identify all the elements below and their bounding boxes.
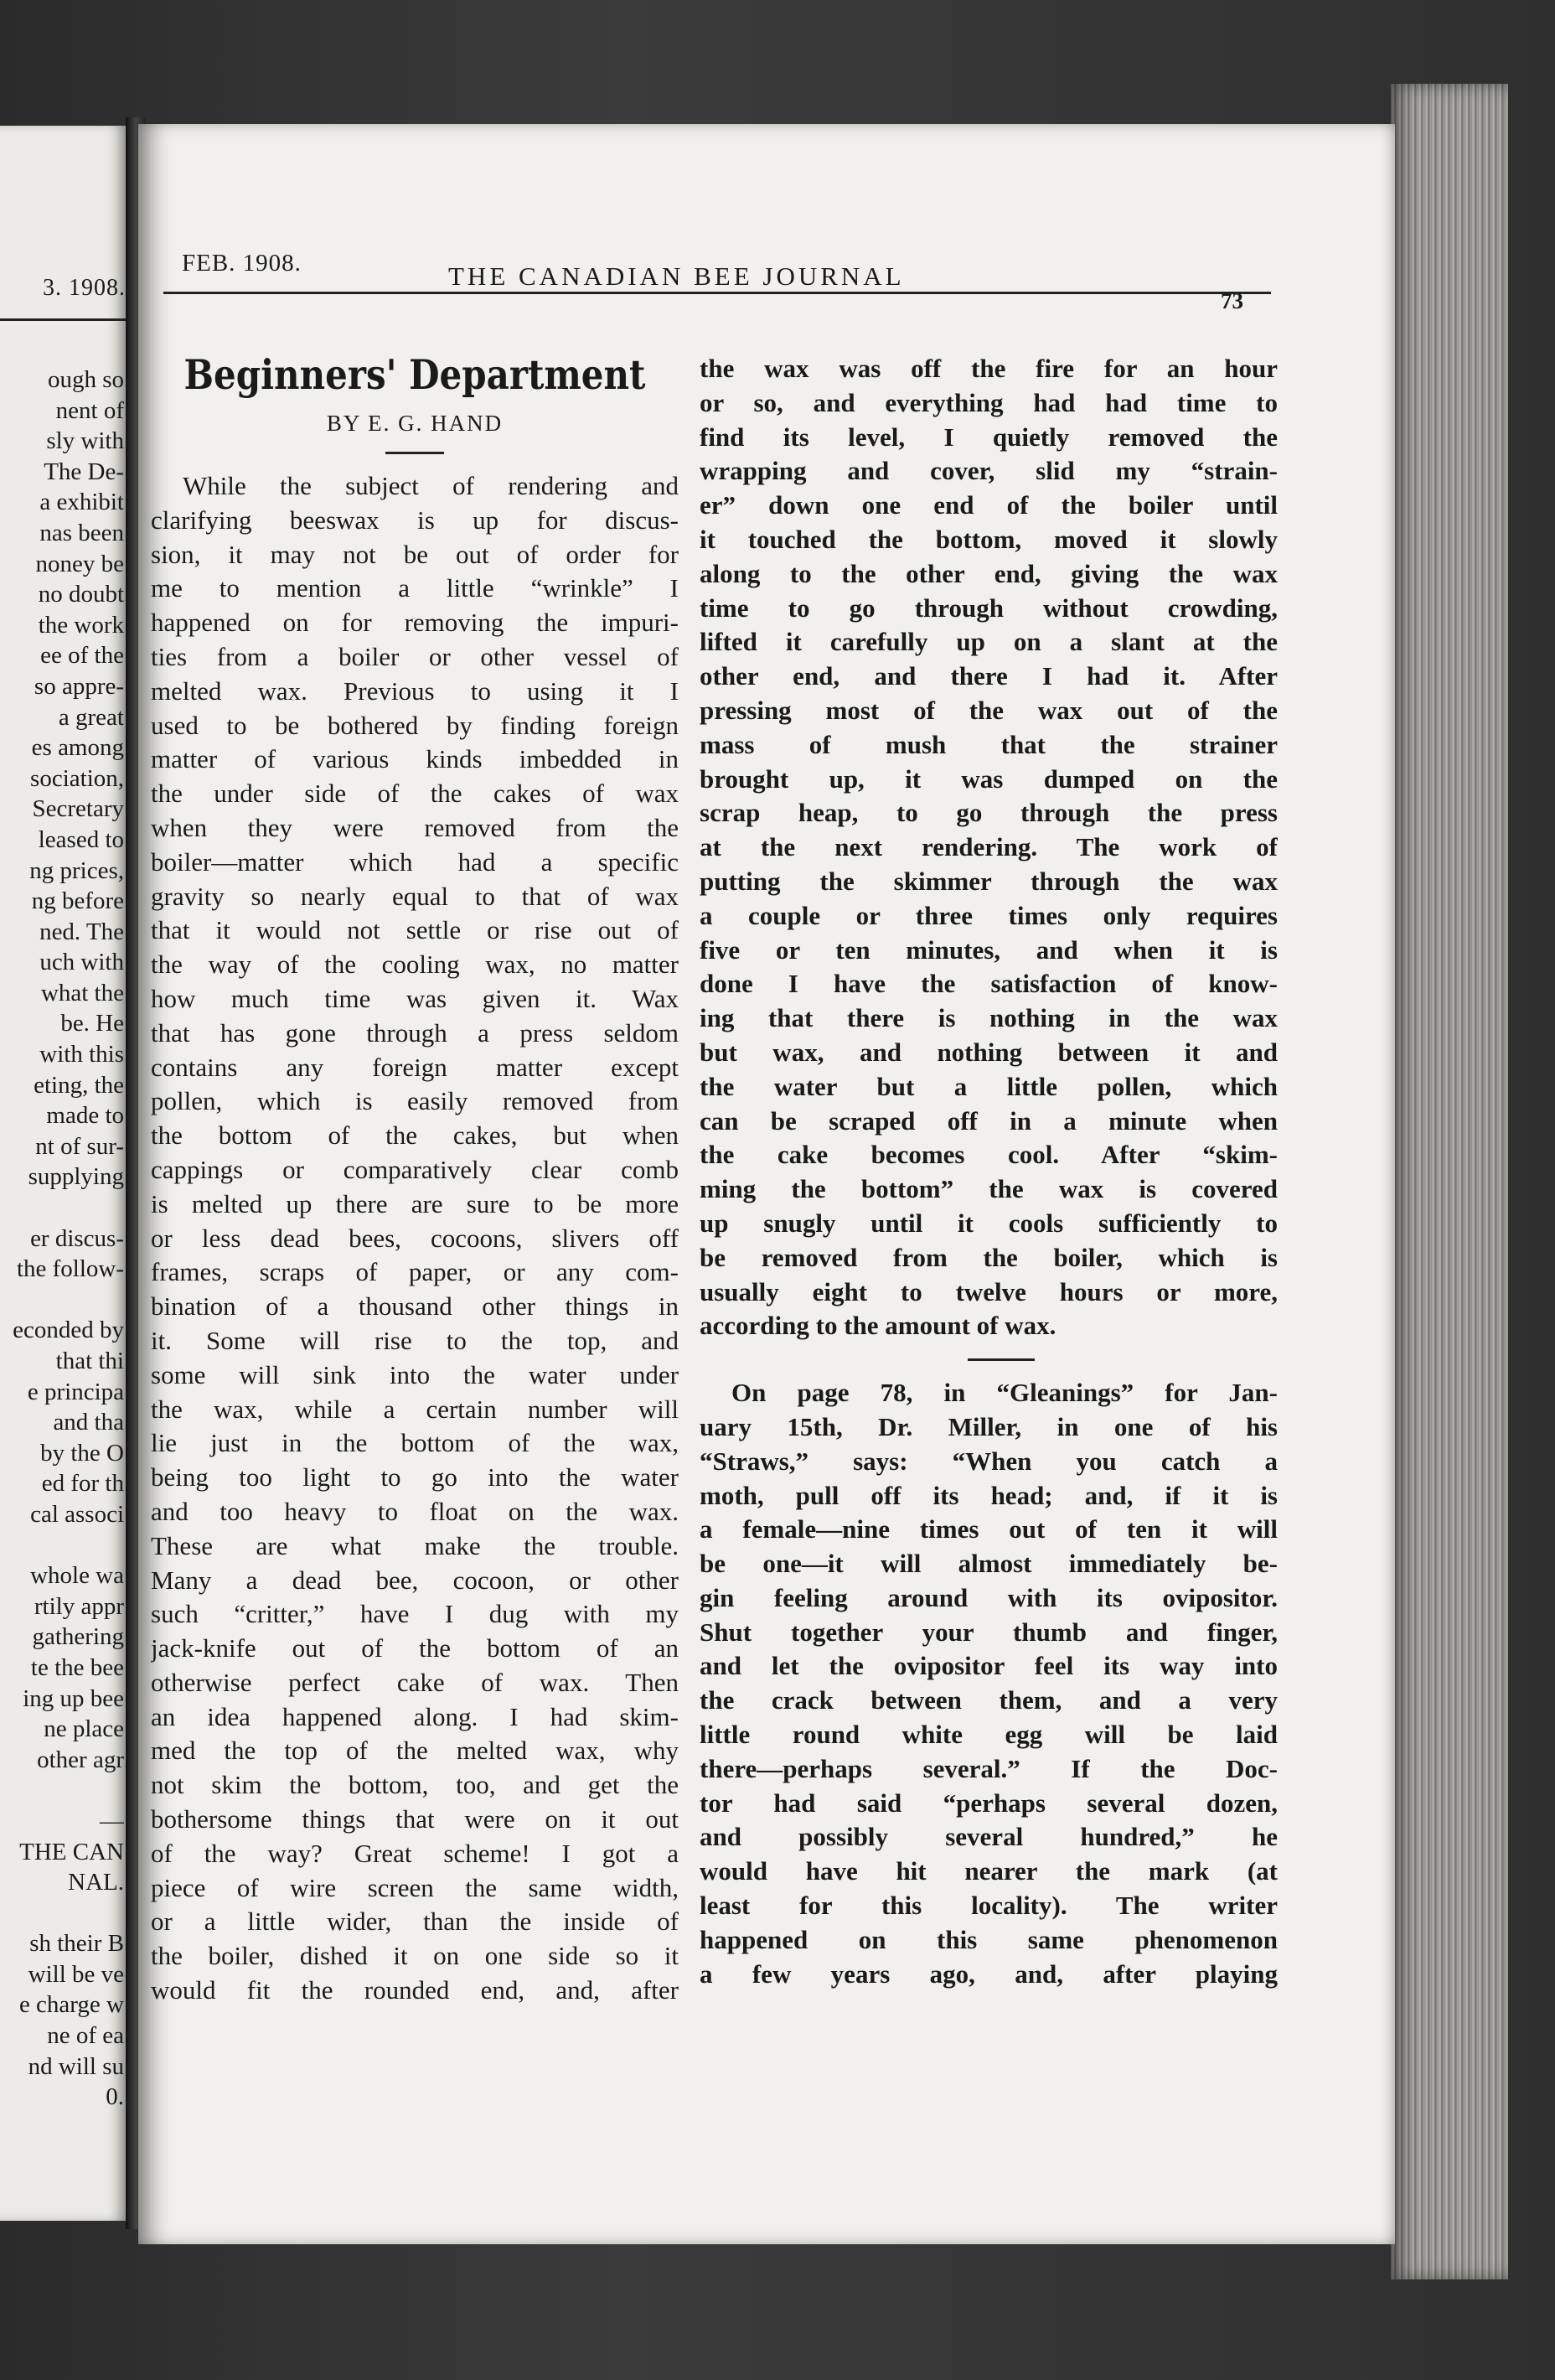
header-date: FEB. 1908. xyxy=(182,250,302,277)
text-line: and too heavy to float on the wax. xyxy=(151,1496,679,1526)
left-page-line: nas been xyxy=(39,519,124,546)
left-page-line: er discus- xyxy=(30,1224,124,1252)
page-edges xyxy=(1391,84,1508,2279)
text-line: the wax was off the fire for an hour xyxy=(700,354,1278,383)
left-page-line: NAL. xyxy=(68,1869,124,1896)
left-page-rule xyxy=(0,318,126,321)
text-line: bothersome things that were on it out xyxy=(151,1804,679,1834)
text-line: a female—nine times out of ten it will xyxy=(700,1514,1278,1544)
text-line: happened on for removing the impuri- xyxy=(151,608,679,638)
text-line: used to be bothered by finding foreign xyxy=(151,710,679,740)
section-rule xyxy=(968,1358,1035,1361)
left-page-line xyxy=(0,1775,124,1806)
left-page-line: te the bee xyxy=(30,1653,124,1681)
text-line: brought up, it was dumped on the xyxy=(700,763,1278,794)
text-line: otherwise perfect cake of wax. Then xyxy=(151,1667,679,1697)
left-page-line: 0. xyxy=(106,2083,124,2111)
left-page-line: ned. The xyxy=(39,918,124,945)
text-line: least for this locality). The writer xyxy=(700,1891,1278,1921)
text-line: Shut together your thumb and finger, xyxy=(700,1617,1278,1647)
text-line: lifted it carefully up on a slant at the xyxy=(700,627,1278,657)
text-line: but wax, and nothing between it and xyxy=(700,1037,1278,1067)
text-line: boiler—matter which had a specific xyxy=(151,846,679,877)
left-page-line: be. He xyxy=(60,1010,124,1037)
left-page-line: no doubt xyxy=(38,581,124,608)
text-line: These are what make the trouble. xyxy=(151,1530,679,1560)
text-line: it. Some will rise to the top, and xyxy=(151,1325,679,1355)
left-page-line: made to xyxy=(46,1102,124,1130)
text-line: up snugly until it cools sufficiently to xyxy=(700,1208,1278,1238)
text-line: and let the ovipositor feel its way into xyxy=(700,1651,1278,1681)
text-line: it touched the bottom, moved it slowly xyxy=(700,524,1278,554)
left-page-header: 3. 1908. xyxy=(43,275,126,301)
left-page-line: ee of the xyxy=(40,642,124,670)
byline-rule xyxy=(385,452,444,454)
left-page-line: e charge w xyxy=(18,1991,124,2019)
text-line: happened on this same phenomenon xyxy=(700,1924,1278,1954)
left-page-line: the follow- xyxy=(16,1255,124,1283)
left-page-line: cal associ xyxy=(30,1500,124,1528)
left-page-line: and tha xyxy=(53,1409,124,1436)
text-line: a couple or three times only requires xyxy=(700,900,1278,930)
left-page-line: ng prices, xyxy=(29,856,124,884)
text-line: how much time was given it. Wax xyxy=(151,983,679,1013)
left-page-line: so appre- xyxy=(34,672,124,700)
left-page-line: — xyxy=(100,1807,124,1834)
text-line: usually eight to twelve hours or more, xyxy=(700,1276,1278,1306)
text-line: the under side of the cakes of wax xyxy=(151,779,679,809)
text-line: that it would not settle or rise out of xyxy=(151,915,679,945)
text-line: piece of wire screen the same width, xyxy=(151,1872,679,1902)
text-line: and possibly several hundred,” he xyxy=(700,1822,1278,1852)
text-line: mass of mush that the strainer xyxy=(700,729,1278,759)
text-line: little round white egg will be laid xyxy=(700,1720,1278,1750)
left-page-line: what the xyxy=(40,979,124,1006)
left-page-line: noney be xyxy=(35,550,124,577)
text-line: wrapping and cover, slid my “strain- xyxy=(700,456,1278,486)
left-page-line: will be ve xyxy=(28,1960,124,1988)
left-page-text xyxy=(0,365,124,2113)
text-line: On page 78, in “Gleanings” for Jan- xyxy=(731,1378,1278,1408)
text-line: not skim the bottom, too, and get the xyxy=(151,1770,679,1800)
left-page-line: rtily appr xyxy=(34,1592,124,1620)
left-page-line: a great xyxy=(58,703,124,731)
left-page-line: by the O xyxy=(40,1439,124,1467)
left-page-line: THE CAN xyxy=(19,1838,124,1865)
left-page-line: Secretary xyxy=(32,795,124,823)
left-page-line xyxy=(0,1898,124,1929)
text-line: the way of the cooling wax, no matter xyxy=(151,949,679,980)
text-line: While the subject of rendering and xyxy=(183,471,679,500)
text-line: tor had said “perhaps several dozen, xyxy=(700,1788,1278,1818)
text-line: such “critter,” have I dug with my xyxy=(151,1599,679,1629)
left-page-line: the work xyxy=(38,611,124,639)
text-line: according to the amount of wax. xyxy=(700,1311,1056,1341)
left-page-line: ne place xyxy=(44,1715,124,1743)
left-page-line xyxy=(0,1285,124,1316)
text-line: gravity so nearly equal to that of wax xyxy=(151,881,679,911)
left-page-line xyxy=(0,1193,124,1224)
text-line: be one—it will almost immediately be- xyxy=(700,1549,1278,1579)
text-line: gin feeling around with its ovipositor. xyxy=(700,1582,1278,1612)
text-line: lie just in the bottom of the wax, xyxy=(151,1428,679,1458)
left-column xyxy=(151,346,679,2008)
journal-title: THE CANADIAN BEE JOURNAL xyxy=(448,261,905,291)
text-line: er” down one end of the boiler until xyxy=(700,490,1278,520)
left-page-line: with this xyxy=(39,1041,124,1068)
text-line: there—perhaps several.” If the Doc- xyxy=(700,1753,1278,1783)
right-column-paragraph-1 xyxy=(700,352,1278,1343)
text-line: would fit the rounded end, and, after xyxy=(151,1975,679,2005)
left-page-line: sh their B xyxy=(29,1930,124,1958)
text-line: putting the skimmer through the wax xyxy=(700,866,1278,896)
text-line: an idea happened along. I had skim- xyxy=(151,1701,679,1731)
text-line: sion, it may not be out of order for xyxy=(151,539,679,569)
department-title: Beginners' Department xyxy=(183,351,646,399)
text-line: ing that there is nothing in the wax xyxy=(700,1003,1278,1033)
text-line: contains any foreign matter except xyxy=(151,1052,679,1082)
text-line: along to the other end, giving the wax xyxy=(700,558,1278,588)
text-line: a few years ago, and, after playing xyxy=(700,1958,1278,1989)
text-line: find its level, I quietly removed the xyxy=(700,422,1278,452)
text-line: the boiler, dished it on one side so it xyxy=(151,1941,679,1971)
text-line: jack-knife out of the bottom of an xyxy=(151,1633,679,1663)
text-line: melted wax. Previous to using it I xyxy=(151,675,679,706)
text-line: done I have the satisfaction of know- xyxy=(700,969,1278,999)
text-line: ming the bottom” the wax is covered xyxy=(700,1174,1278,1204)
text-line: cappings or comparatively clear comb xyxy=(151,1154,679,1184)
left-page-line: whole wa xyxy=(30,1562,124,1590)
text-line: of the way? Great scheme! I got a xyxy=(151,1838,679,1868)
text-line: frames, scraps of paper, or any com- xyxy=(151,1257,679,1287)
left-page-line: nent of xyxy=(55,396,124,424)
right-column xyxy=(700,352,1278,1991)
text-line: some will sink into the water under xyxy=(151,1359,679,1389)
journal-page xyxy=(138,124,1395,2244)
left-page-line xyxy=(0,1530,124,1561)
left-page-line: supplying xyxy=(28,1163,124,1191)
text-line: other end, and there I had it. After xyxy=(700,661,1278,691)
left-page-line: es among xyxy=(31,734,124,762)
text-line: ties from a boiler or other vessel of xyxy=(151,641,679,671)
text-line: the bottom of the cakes, but when xyxy=(151,1120,679,1151)
text-line: or a little wider, than the inside of xyxy=(151,1907,679,1937)
left-page-line: nt of sur- xyxy=(35,1132,124,1160)
left-page-line: uch with xyxy=(39,949,124,976)
text-line: the cake becomes cool. After “skim- xyxy=(700,1140,1278,1170)
text-line: be removed from the boiler, which is xyxy=(700,1242,1278,1272)
text-line: me to mention a little “wrinkle” I xyxy=(151,573,679,603)
text-line: being too light to go into the water xyxy=(151,1462,679,1493)
text-line: med the top of the melted wax, why xyxy=(151,1736,679,1766)
left-page-line: eting, the xyxy=(34,1071,124,1099)
left-page-line: econded by xyxy=(13,1317,124,1344)
left-page-line: that thi xyxy=(55,1348,124,1374)
text-line: clarifying beeswax is up for discus- xyxy=(151,504,679,535)
text-line: five or ten minutes, and when it is xyxy=(700,934,1278,965)
text-line: moth, pull off its head; and, if it is xyxy=(700,1480,1278,1510)
text-line: when they were removed from the xyxy=(151,812,679,842)
left-page-line: ne of ea xyxy=(47,2022,124,2050)
right-column-paragraph-2 xyxy=(700,1376,1278,1991)
text-line: the water but a little pollen, which xyxy=(700,1071,1278,1101)
text-line: or so, and everything had had time to xyxy=(700,387,1278,417)
text-line: time to go through without crowding, xyxy=(700,592,1278,623)
text-line: pressing most of the wax out of the xyxy=(700,695,1278,725)
text-line: “Straws,” says: “When you catch a xyxy=(700,1446,1278,1476)
left-page-line: gathering xyxy=(32,1623,124,1651)
left-page-line: ed for th xyxy=(41,1470,124,1498)
byline: BY E. G. HAND xyxy=(326,411,504,436)
page-number: 73 xyxy=(1221,288,1243,313)
left-column-text xyxy=(151,469,679,2008)
left-page-line: leased to xyxy=(38,825,124,853)
text-line: bination of a thousand other things in xyxy=(151,1291,679,1322)
text-line: matter of various kinds imbedded in xyxy=(151,744,679,774)
text-line: would have hit nearer the mark (at xyxy=(700,1856,1278,1886)
text-line: that has gone through a press seldom xyxy=(151,1017,679,1048)
text-line: the wax, while a certain number will xyxy=(151,1394,679,1424)
text-line: the crack between them, and a very xyxy=(700,1685,1278,1715)
header-rule xyxy=(163,292,1271,294)
left-page-line: sly with xyxy=(46,427,124,455)
left-page-line: other agr xyxy=(37,1746,124,1773)
left-page-line: ough so xyxy=(47,366,124,393)
text-line: scrap heap, to go through the press xyxy=(700,798,1278,828)
text-line: is melted up there are sure to be more xyxy=(151,1188,679,1218)
left-facing-page xyxy=(0,126,127,2221)
text-line: can be scraped off in a minute when xyxy=(700,1105,1278,1136)
left-page-line: sociation, xyxy=(30,764,124,792)
left-page-line: ng before xyxy=(31,887,124,915)
text-line: or less dead bees, cocoons, slivers off xyxy=(151,1223,679,1253)
left-page-line: nd will su xyxy=(28,2052,124,2080)
text-line: pollen, which is easily removed from xyxy=(151,1086,679,1116)
left-page-line: The De- xyxy=(44,458,124,485)
text-line: at the next rendering. The work of xyxy=(700,832,1278,862)
left-page-line: a exhibit xyxy=(39,489,124,516)
text-line: Many a dead bee, cocoon, or other xyxy=(151,1565,679,1595)
left-page-line: ing up bee xyxy=(23,1684,124,1712)
left-page-line: e principa xyxy=(27,1378,124,1405)
text-line: uary 15th, Dr. Miller, in one of his xyxy=(700,1411,1278,1441)
